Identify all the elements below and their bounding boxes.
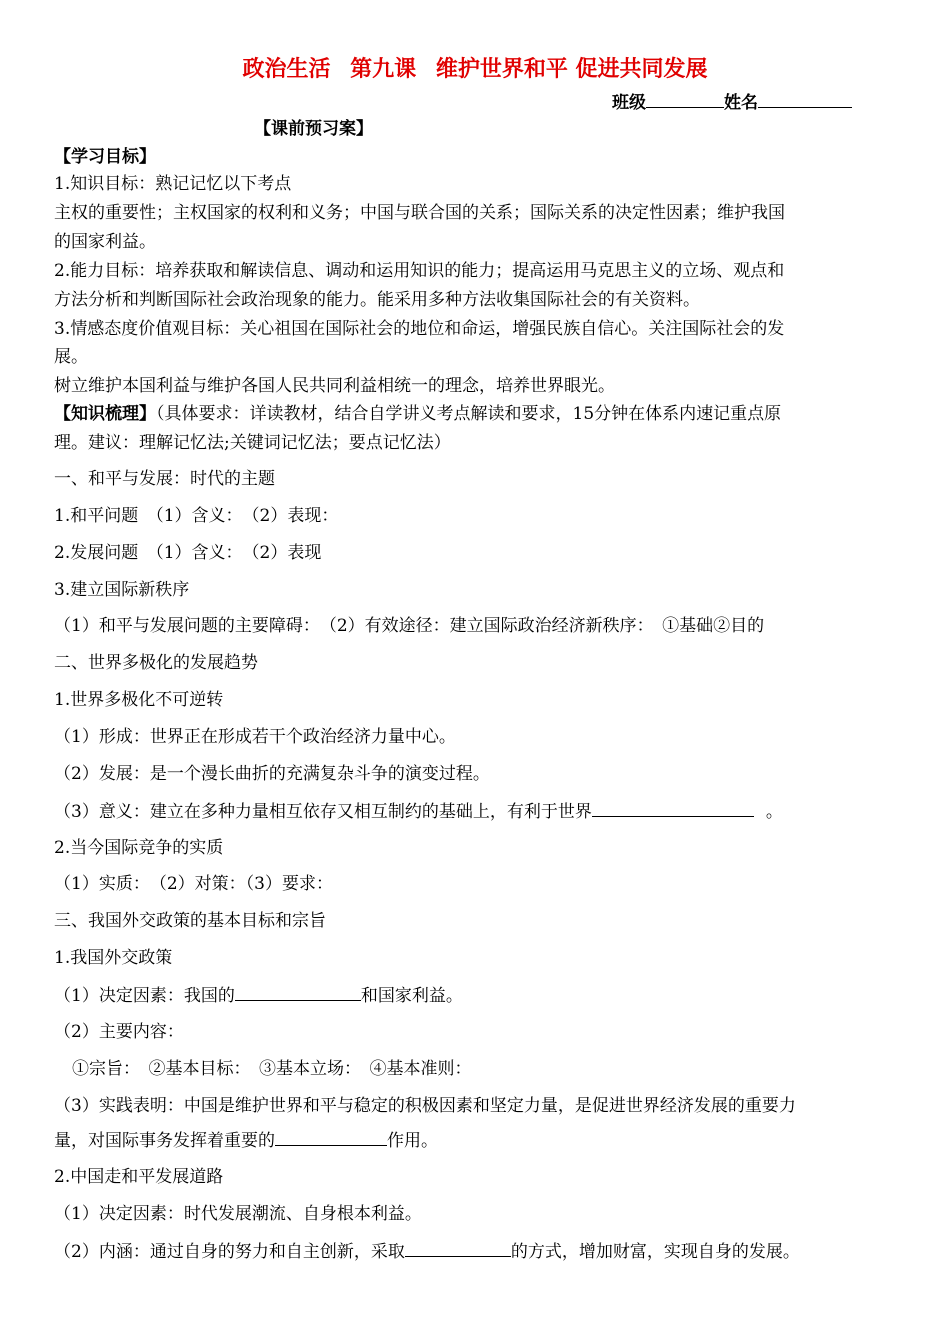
- class-blank: [646, 91, 724, 108]
- review-requirement-1: （具体要求：详读教材，结合自学讲义考点解读和要求，15分钟在体系内速记重点原: [156, 404, 782, 424]
- class-label: 班级: [612, 93, 646, 113]
- section-3-item-1b-list: ①宗旨： ②基本目标： ③基本立场： ④基本准则：: [72, 1059, 472, 1079]
- section-3-item-2: 2.中国走和平发展道路: [54, 1167, 224, 1187]
- review-heading: 【知识梳理】: [54, 404, 156, 424]
- section-3-item-1c-text: 量，对国际事务发挥着重要的: [54, 1131, 275, 1151]
- section-2-item-1: 1.世界多极化不可逆转: [54, 690, 224, 710]
- section-3-item-2a: （1）决定因素：时代发展潮流、自身根本利益。: [54, 1204, 422, 1224]
- objectives-heading: 【学习目标】: [54, 147, 156, 167]
- section-2-heading: 二、世界多极化的发展趋势: [54, 653, 258, 673]
- section-2-item-1a: （1）形成：世界正在形成若干个政治经济力量中心。: [54, 727, 456, 747]
- review-line-1: [54, 403, 904, 425]
- section-2-item-1c-end: 。: [765, 802, 783, 822]
- objective-line-5: 方法分析和判断国际社会政治现象的能力。能采用多种方法收集国际社会的有关资料。: [54, 290, 700, 310]
- section-2-item-2a: （1）实质： （2）对策：（3）要求：: [54, 874, 333, 894]
- section-3-item-1c-line-1: （3）实践表明：中国是维护世界和平与稳定的积极因素和坚定力量，是促进世界经济发展的重要力: [54, 1096, 796, 1116]
- section-2-item-1c-text: （3）意义：建立在多种力量相互依存又相互制约的基础上，有利于世界: [54, 802, 592, 822]
- section-1-item-3: 3.建立国际新秩序: [54, 580, 190, 600]
- title-part-topic: 维护世界和平 促进共同发展: [435, 57, 708, 82]
- section-2-item-2: 2.当今国际竞争的实质: [54, 838, 224, 858]
- section-label: 【课前预习案】: [254, 119, 373, 139]
- section-3-item-1: 1.我国外交政策: [54, 948, 173, 968]
- fill-blank-4[interactable]: [405, 1240, 511, 1257]
- section-3-item-2b: [54, 1240, 904, 1263]
- fill-blank-1[interactable]: [592, 800, 754, 817]
- section-1-heading: 一、和平与发展：时代的主题: [54, 469, 275, 489]
- objective-line-4: 2.能力目标：培养获取和解读信息、调动和运用知识的能力；提高运用马克思主义的立场、观点和: [54, 261, 785, 281]
- objective-line-3: 的国家利益。: [54, 232, 156, 252]
- section-3-item-1c-end: 作用。: [387, 1131, 438, 1151]
- section-3-item-2b-text: （2）内涵：通过自身的努力和自主创新，采取: [54, 1242, 405, 1262]
- section-1-item-3a: （1）和平与发展问题的主要障碍： （2）有效途径：建立国际政治经济新秩序： ①基础②目的: [54, 616, 765, 636]
- section-3-item-1b: （2）主要内容：: [54, 1022, 184, 1042]
- review-requirement-2: 理。建议：理解记忆法;关键词记忆法；要点记忆法）: [54, 433, 451, 453]
- section-3-item-1a-end: 和国家利益。: [360, 986, 463, 1006]
- objective-line-2: 主权的重要性；主权国家的权利和义务；中国与联合国的关系；国际关系的决定性因素；维护我国: [54, 203, 785, 223]
- section-3-item-2b-end: 的方式，增加财富，实现自身的发展。: [510, 1242, 800, 1262]
- section-3-item-1a: [54, 984, 904, 1007]
- section-1-item-1: 1.和平问题 （1）含义： （2）表现：: [54, 506, 339, 526]
- objective-line-8: 树立维护本国利益与维护各国人民共同利益相统一的理念，培养世界眼光。: [54, 376, 615, 396]
- section-3-item-1c-line-2: [54, 1129, 904, 1152]
- name-label: 姓名: [724, 93, 758, 113]
- page-title: [0, 52, 950, 83]
- objective-line-6: 3.情感态度价值观目标：关心祖国在国际社会的地位和命运，增强民族自信心。关注国际社会的发: [54, 319, 785, 339]
- fill-blank-3[interactable]: [275, 1129, 387, 1146]
- objective-line-1: 1.知识目标：熟记记忆以下考点: [54, 174, 292, 194]
- class-name-line: [612, 88, 852, 113]
- section-3-item-1a-text: （1）决定因素：我国的: [54, 986, 235, 1006]
- section-2-item-1b: （2）发展：是一个漫长曲折的充满复杂斗争的演变过程。: [54, 764, 490, 784]
- title-part-lesson: 第九课: [350, 57, 417, 82]
- section-3-heading: 三、我国外交政策的基本目标和宗旨: [54, 911, 326, 931]
- section-1-item-2: 2.发展问题 （1）含义： （2）表现: [54, 543, 322, 563]
- name-blank: [758, 91, 852, 108]
- fill-blank-2[interactable]: [235, 984, 361, 1001]
- section-2-item-1c: [54, 800, 904, 823]
- objective-line-7: 展。: [54, 347, 88, 367]
- title-part-subject: 政治生活: [242, 57, 331, 82]
